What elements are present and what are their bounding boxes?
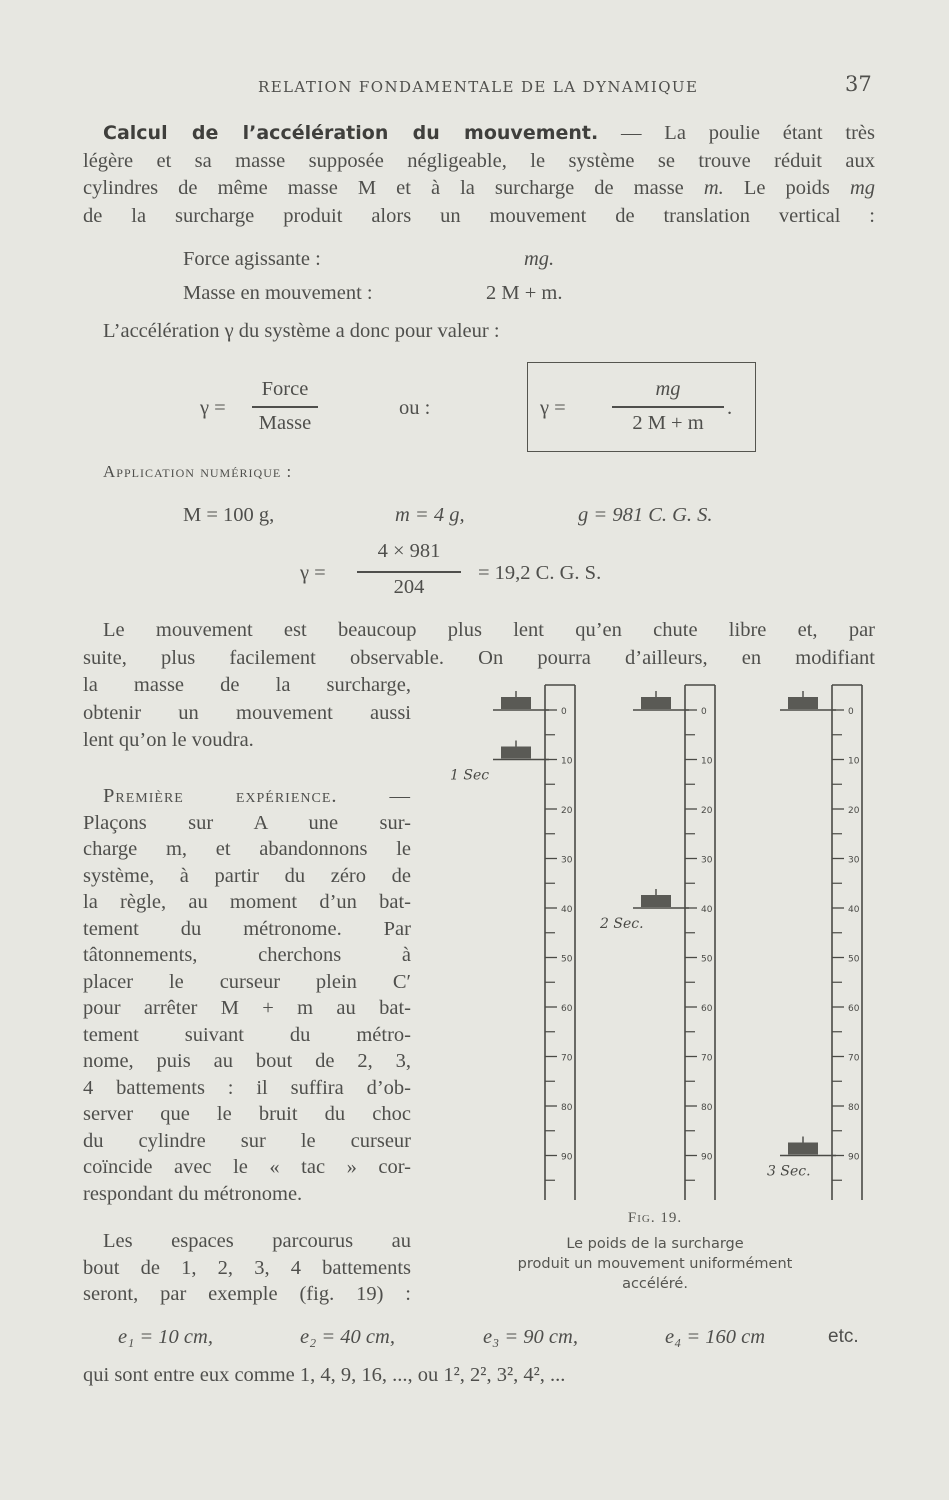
g-value: g = 981 C. G. S. — [578, 504, 713, 526]
accel-intro: L’accélération γ du système a donc pour valeur : — [103, 320, 500, 342]
text-line: bout de 1, 2, 3, 4 battements — [83, 1256, 411, 1279]
text-line: tement du métronome. Par — [83, 917, 411, 940]
ruler-tick-label: 10 — [848, 756, 860, 767]
ruler-tick-label: 90 — [561, 1152, 573, 1163]
start-weight-block — [501, 697, 531, 709]
time-label: 3 Sec. — [767, 1163, 811, 1180]
gamma-equals-2: γ = — [300, 562, 326, 584]
ruler-tick-label: 30 — [561, 855, 573, 866]
caption-line: Le poids de la surcharge — [566, 1236, 744, 1252]
text-line: server que le bruit du choc — [83, 1103, 411, 1125]
text-line: placer le curseur plein C′ — [83, 970, 411, 993]
paragraph-movement — [83, 617, 875, 672]
app-fraction-bar — [357, 571, 461, 573]
text-line: respondant du métronome. — [83, 1182, 303, 1205]
ruler-tick-label: 20 — [848, 806, 860, 816]
stopped-weight-block — [641, 895, 671, 907]
result-e1: e₁ = 10 cm, — [118, 1326, 213, 1348]
start-weight-block — [788, 697, 818, 709]
text-line: la règle, au moment d’un bat- — [83, 891, 411, 913]
ruler-tick-label: 20 — [561, 806, 573, 816]
ruler-tick-label: 70 — [848, 1053, 860, 1064]
ruler-tick-label: 40 — [848, 905, 860, 915]
ruler-tick-label: 60 — [701, 1004, 713, 1014]
ruler-tick-label: 30 — [848, 855, 860, 866]
boxed-period: . — [727, 397, 733, 419]
figure-label: Fig. 19. — [627, 1210, 683, 1226]
text-line: coïncide avec le « tac » cor- — [83, 1156, 411, 1178]
boxed-fraction-bar — [612, 406, 724, 408]
stopped-weight-block — [501, 747, 531, 759]
caption-line: accéléré. — [622, 1276, 688, 1292]
text-line: Les espaces parcourus au — [103, 1230, 411, 1252]
text-line: Le mouvement est beaucoup plus lent qu’en chute libre et, par — [103, 619, 875, 641]
ruler-tick-label: 70 — [701, 1053, 713, 1064]
ruler-tick-label: 10 — [701, 756, 713, 767]
caption-line: produit un mouvement uniformément — [517, 1256, 793, 1272]
or-text: ou : — [399, 397, 431, 419]
text-line: — La poulie étant très — [621, 122, 875, 144]
math-mg: mg — [849, 177, 876, 199]
time-label: 2 Sec. — [600, 916, 644, 932]
fraction-numerator: Force — [261, 378, 309, 400]
m-value: m = 4 g, — [395, 504, 465, 526]
start-weight-block — [641, 697, 671, 709]
result-e2: e₂ = 40 cm, — [300, 1326, 395, 1348]
app-numerator: 4 × 981 — [377, 540, 441, 562]
paragraph-movement-cont — [83, 672, 411, 755]
page-number: 37 — [845, 72, 872, 96]
ruler-tick-label: 50 — [848, 954, 860, 965]
experiment-paragraph — [83, 783, 411, 1207]
ruler-tick-label: 90 — [701, 1152, 713, 1163]
spaces-lines — [83, 1228, 411, 1308]
spaces-paragraph — [83, 1228, 411, 1308]
boxed-gamma-equals: γ = — [540, 397, 566, 419]
ruler-tick-label: 80 — [701, 1103, 713, 1113]
experiment-heading: Première expérience. — — [103, 785, 411, 807]
fraction-bar — [252, 406, 318, 408]
ruler-tick-label: 60 — [561, 1004, 573, 1014]
ruler-tick-label: 50 — [561, 954, 573, 965]
app-result: = 19,2 C. G. S. — [478, 562, 602, 584]
result-etc: etc. — [828, 1326, 859, 1347]
force-label: Force agissante : — [183, 248, 321, 270]
M-value: M = 100 g, — [183, 504, 275, 526]
boxed-denominator: 2 M + m — [632, 412, 704, 434]
result-e4: e₄ = 160 cm — [665, 1326, 766, 1348]
figure-caption — [460, 1208, 850, 1294]
stopped-weight-block — [788, 1143, 818, 1155]
ruler-tick-label: 80 — [848, 1103, 860, 1113]
ruler-tick-label: 50 — [701, 954, 713, 965]
ruler-tick-label: 40 — [561, 905, 573, 915]
text-line: charge m, et abandonnons le — [83, 838, 411, 860]
text-line: système, à partir du zéro de — [83, 864, 411, 887]
text-line: Le poids — [743, 177, 830, 199]
text-line: pour arrêter M + m au bat- — [83, 997, 411, 1019]
text-line: légère et sa masse supposée négligeable, le système se trouve réduit aux — [83, 149, 875, 172]
ruler-tick-label: 60 — [848, 1004, 860, 1014]
section-heading: Calcul de l’accélération du mouvement. — [103, 122, 599, 144]
ruler-tick-label: 70 — [561, 1053, 573, 1064]
text-line: nome, puis au bout de 2, 3, — [83, 1050, 411, 1072]
app-denominator: 204 — [393, 576, 425, 598]
text-line: 4 battements : il suffira d’ob- — [83, 1076, 411, 1099]
fraction-denominator: Masse — [258, 412, 312, 434]
text-line: la masse de la surcharge, — [83, 674, 411, 696]
force-value: mg. — [524, 248, 555, 270]
ruler-tick-label: 0 — [848, 707, 854, 717]
mass-value: 2 M + m. — [486, 282, 563, 304]
figure-19-diagram — [430, 680, 880, 1210]
math-m: m. — [703, 177, 724, 199]
text-line: cylindres de même masse M et à la surcharge de masse — [83, 177, 684, 199]
text-line: lent qu’on le voudra. — [83, 729, 254, 751]
result-e3: e₃ = 90 cm, — [483, 1326, 578, 1348]
boxed-numerator: mg — [655, 378, 681, 400]
text-line: suite, plus facilement observable. On pourra d’ailleurs, en modifiant — [83, 646, 875, 669]
gamma-equals: γ = — [200, 397, 226, 419]
ratio-line: qui sont entre eux comme 1, 4, 9, 16, ..., ou 1², 2², 3², 4², ... — [83, 1364, 566, 1386]
text-line: de la surcharge produit alors un mouvement de translation vertical : — [83, 204, 875, 227]
application-heading: Application numérique : — [103, 462, 293, 481]
text-line: Plaçons sur A une sur- — [83, 811, 411, 834]
ruler-tick-label: 40 — [701, 905, 713, 915]
text-line: tement suivant du métro- — [83, 1023, 411, 1046]
ruler-tick-label: 0 — [701, 707, 707, 717]
ruler-tick-label: 90 — [848, 1152, 860, 1163]
mass-label: Masse en mouvement : — [183, 282, 373, 304]
running-title: RELATION FONDAMENTALE DE LA DYNAMIQUE — [258, 78, 699, 96]
text-line: du cylindre sur le curseur — [83, 1129, 411, 1152]
text-line: seront, par exemple (fig. 19) : — [83, 1283, 411, 1305]
ruler-tick-label: 80 — [561, 1103, 573, 1113]
text-line: tâtonnements, cherchons à — [83, 944, 411, 966]
experiment-lines — [83, 810, 411, 1208]
ruler-tick-label: 30 — [701, 855, 713, 866]
ruler-tick-label: 10 — [561, 756, 573, 767]
section-acceleration-calc — [83, 120, 875, 230]
ruler-tick-label: 20 — [701, 806, 713, 816]
time-label: 1 Sec — [450, 767, 490, 784]
text-line: obtenir un mouvement aussi — [83, 701, 411, 724]
ruler-tick-label: 0 — [561, 707, 567, 717]
